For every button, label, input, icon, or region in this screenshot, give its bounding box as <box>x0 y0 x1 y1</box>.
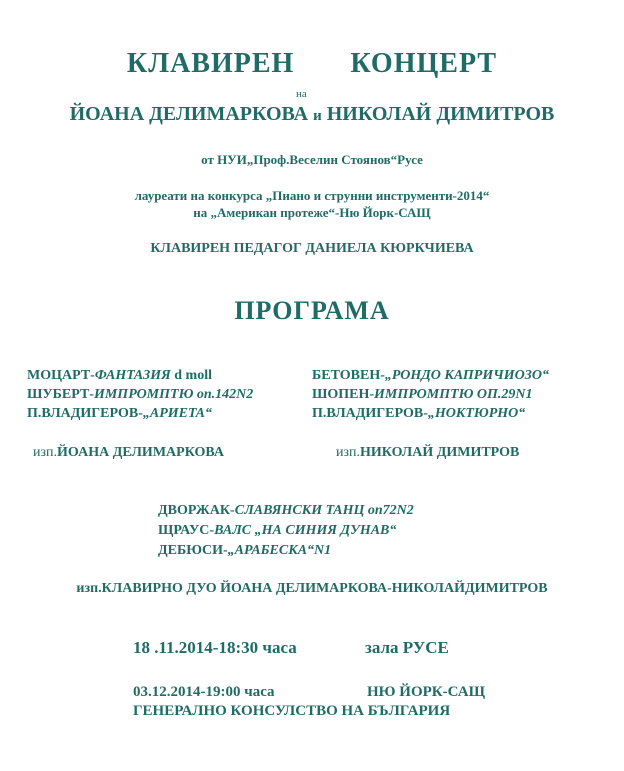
laureates-line-2: на „Американ протеже“-Ню Йорк-САЩ <box>193 205 431 220</box>
composer: БЕТОВЕН- <box>312 368 385 383</box>
performer-prefix: изп. <box>336 445 361 460</box>
concert-title <box>0 48 624 80</box>
left-work-1 <box>27 368 212 384</box>
program-heading: ПРОГРАМА <box>234 296 390 325</box>
work-title: „НОКТЮРНО“ <box>427 406 526 421</box>
right-work-2 <box>312 387 533 403</box>
duo-work-1 <box>158 503 414 519</box>
event2-venue: НЮ ЙОРК-САЩ <box>367 684 486 700</box>
performers-line <box>0 103 624 126</box>
and-word: и <box>313 108 322 124</box>
work-title: „РОНДО КАПРИЧИОЗО“ <box>384 368 549 383</box>
duo-work-2 <box>158 523 396 539</box>
connector-word: на <box>296 88 307 100</box>
event1-venue: зала РУСЕ <box>365 638 449 657</box>
composer: П.ВЛАДИГЕРОВ- <box>27 406 143 421</box>
performer1-name: ЙОАНА ДЕЛИМАРКОВА <box>69 103 309 125</box>
event1-datetime: 18 .11.2014-18:30 часа <box>133 638 297 657</box>
right-work-3 <box>312 406 525 422</box>
work-key: d moll <box>170 368 212 383</box>
work-title: „АРИЕТА“ <box>142 406 212 421</box>
left-work-3 <box>27 406 212 422</box>
title-left: КЛАВИРЕН <box>126 48 295 79</box>
performer-name: НИКОЛАЙ ДИМИТРОВ <box>360 445 520 460</box>
duo-work-3 <box>158 543 331 559</box>
work-title: ФАНТАЗИЯ <box>94 368 171 383</box>
title-right: КОНЦЕРТ <box>350 48 498 79</box>
composer: ДЕБЮСИ- <box>158 543 228 558</box>
performer-prefix: изп. <box>33 445 58 460</box>
work-title: ИМПРОМПТЮ оп.142N2 <box>93 387 254 402</box>
event2-place: ГЕНЕРАЛНО КОНСУЛСТВО НА БЪЛГАРИЯ <box>133 703 451 719</box>
school-line: от НУИ„Проф.Веселин Стоянов“Русе <box>201 152 423 167</box>
composer: П.ВЛАДИГЕРОВ- <box>312 406 428 421</box>
left-work-2 <box>27 387 253 403</box>
work-title: „АРАБЕСКА“N1 <box>227 543 332 558</box>
teacher-line: КЛАВИРЕН ПЕДАГОГ ДАНИЕЛА КЮРКЧИЕВА <box>150 241 474 256</box>
duo-performer-line: изп.КЛАВИРНО ДУО ЙОАНА ДЕЛИМАРКОВА-НИКОЛАЙДИМИТРОВ <box>76 581 548 596</box>
right-performer <box>336 445 519 461</box>
right-work-1 <box>312 368 549 384</box>
composer: ШОПЕН- <box>312 387 375 402</box>
work-title: ИМПРОМПТЮ ОП.29N1 <box>374 387 533 402</box>
work-title: СЛАВЯНСКИ ТАНЦ оп72N2 <box>234 503 414 518</box>
work-title: ВАЛС „НА СИНИЯ ДУНАВ“ <box>214 523 397 538</box>
laureates-line-1: лауреати на конкурса „Пиано и струнни инструменти-2014“ <box>134 188 490 203</box>
composer: ЩРАУС- <box>158 523 215 538</box>
composer: ШУБЕРТ- <box>27 387 94 402</box>
performer-name: ЙОАНА ДЕЛИМАРКОВА <box>57 445 224 460</box>
left-performer <box>33 445 224 461</box>
composer: МОЦАРТ- <box>27 368 95 383</box>
event2-datetime: 03.12.2014-19:00 часа <box>133 684 275 700</box>
performer2-name: НИКОЛАЙ ДИМИТРОВ <box>326 103 555 125</box>
composer: ДВОРЖАК- <box>158 503 235 518</box>
